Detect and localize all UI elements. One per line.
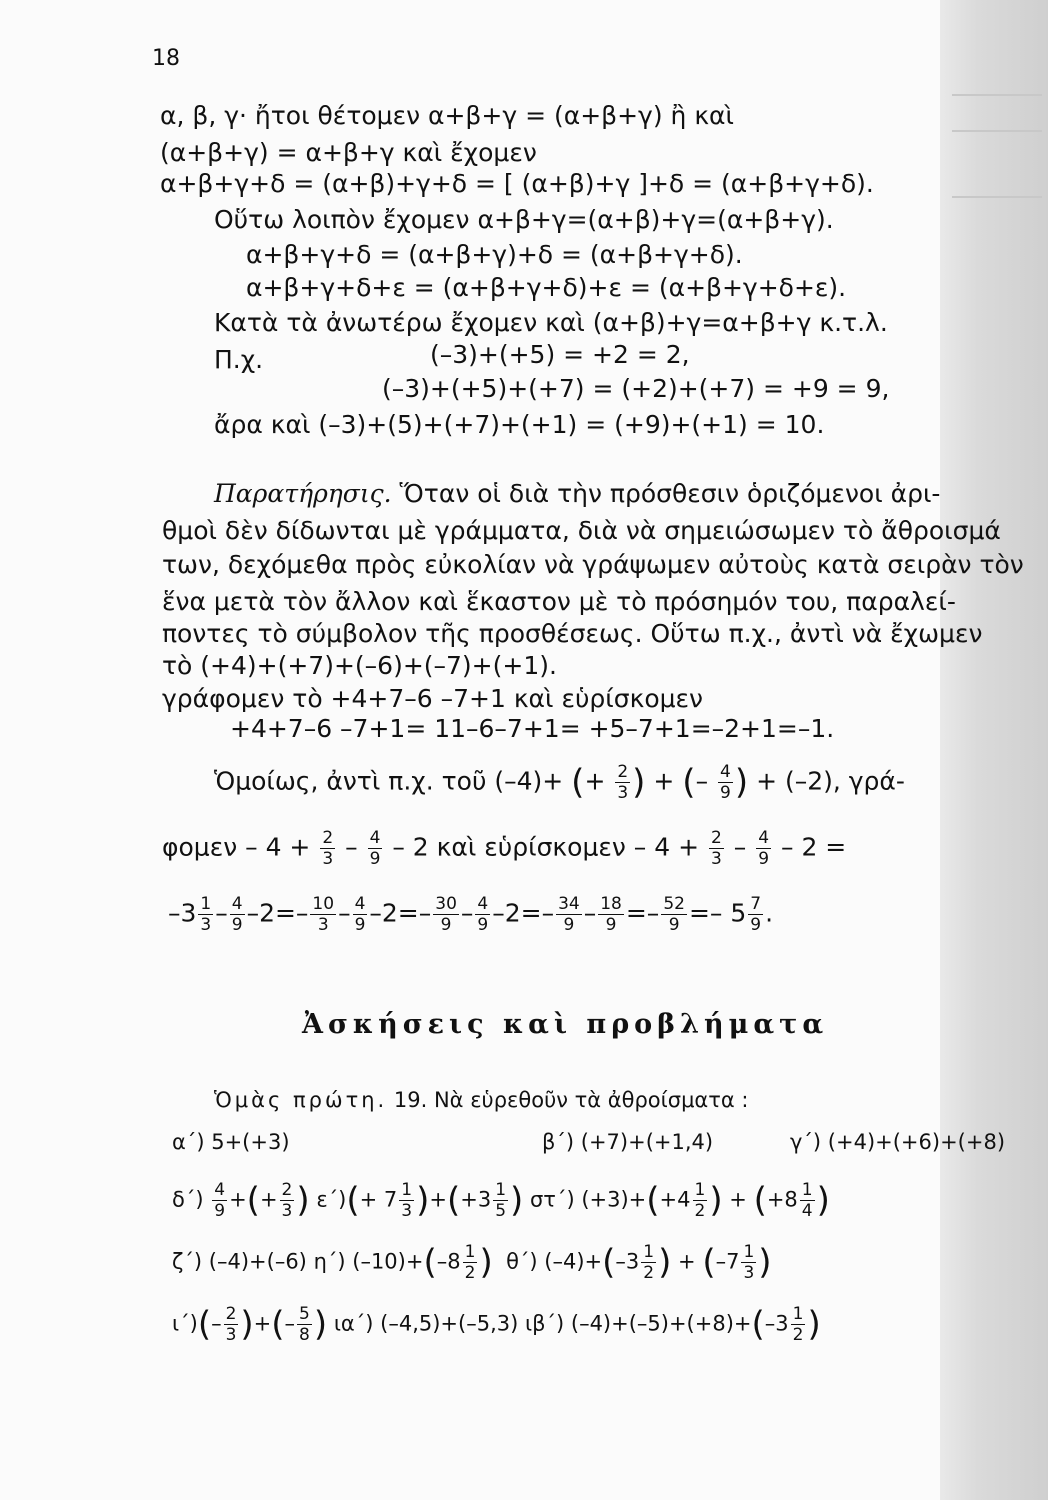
fraction: $\frac{1}{2}$	[464, 1242, 476, 1283]
similarly-tail: + (–2), γρά-	[756, 766, 905, 796]
text-line: Οὕτω λοιπὸν ἔχομεν α+β+γ=(α+β)+γ=(α+β+γ).	[214, 205, 834, 234]
text-line: των, δεχόμεθα πρὸς εὐκολίαν νὰ γράψωμεν αὐτοὺς κατὰ σειρὰν τὸν	[162, 550, 1024, 579]
exercise-item: ζ΄) (–4)+(–6)	[172, 1249, 307, 1274]
section-heading: Ἀσκήσεις καὶ προβλήματα	[302, 1009, 829, 1040]
text-segment: – 2 καὶ εὑρίσκομεν – 4 +	[392, 832, 700, 862]
text-line: α, β, γ· ἤτοι θέτομεν α+β+γ = (α+β+γ) ἢ καὶ	[160, 101, 734, 130]
exercise-item: ια΄) (–4,5)+(–5,3)	[333, 1311, 519, 1336]
fraction: $\frac{2}{3}$	[225, 1304, 237, 1345]
formula-line: (–3)+(+5)+(+7) = (+2)+(+7) = +9 = 9,	[382, 374, 890, 403]
remark-label: Παρατήρησις.	[214, 479, 392, 508]
exercise-item: γ΄) (+4)+(+6)+(+8)	[790, 1130, 1006, 1154]
similarly-text: Ὁμοίως, ἀντὶ π.χ. τοῦ (–4)+	[214, 766, 564, 796]
fraction: $\frac{30}{9}$	[435, 894, 457, 935]
plus-sign: +	[653, 766, 675, 796]
paren-open: (	[571, 762, 585, 803]
text-segment: – 2 =	[781, 832, 847, 862]
fraction: $\frac{4}{9}$	[720, 762, 731, 803]
bleed-through-line	[952, 196, 1042, 198]
fraction: $\frac{1}{3}$	[401, 1180, 413, 1221]
exercise-row-i: ι΄)(– $\frac{2}{3}$ )+(– $\frac{5}{8}$ ) ια΄) (–4,5)+(–5,3) ιβ΄) (–4)+(–5)+(+8)+(–3 $\frac{1}{2}$ )	[172, 1304, 821, 1345]
text-line: τὸ (+4)+(+7)+(–6)+(–7)+(+1).	[162, 651, 557, 680]
text-segment: – 5	[709, 898, 747, 928]
exercise-item: θ΄) (–4)+	[506, 1249, 603, 1274]
fraction: $\frac{1}{4}$	[801, 1180, 813, 1221]
fraction: $\frac{4}{9}$	[369, 828, 381, 869]
fraction: $\frac{34}{9}$	[558, 894, 580, 935]
fraction: $\frac{2}{3}$	[617, 762, 629, 803]
formula-line: (–3)+(+5) = +2 = 2,	[430, 340, 690, 369]
exercise-label: δ΄)	[172, 1187, 204, 1212]
exercise-item: ιβ΄) (–4)+(–5)+(+8)+	[525, 1311, 752, 1336]
exercise-label: στ΄)	[530, 1187, 575, 1212]
fraction: $\frac{4}{9}$	[477, 894, 489, 935]
formula-line: α+β+γ+δ = (α+β+γ)+δ = (α+β+γ+δ).	[246, 240, 743, 269]
text-segment: φομεν – 4 +	[162, 832, 311, 862]
fraction: $\frac{1}{2}$	[694, 1180, 706, 1221]
fraction: $\frac{5}{8}$	[299, 1304, 310, 1345]
fraction: $\frac{10}{3}$	[312, 894, 335, 935]
remark-text: Ὅταν οἱ διὰ τὴν πρόσθεσιν ὁριζόμενοι ἀρι-	[399, 479, 941, 508]
exercise-row-z: ζ΄) (–4)+(–6) η΄) (–10)+(–8 $\frac{1}{2}$ ) θ΄) (–4)+(–3 $\frac{1}{2}$ ) + (–7 $\frac{1}{3}$ )	[172, 1242, 772, 1283]
formula-line: α+β+γ+δ+ε = (α+β+γ+δ)+ε = (α+β+γ+δ+ε).	[246, 273, 847, 302]
fraction: $\frac{1}{3}$	[200, 894, 212, 935]
group-label: Ὁμὰς πρώτη.	[214, 1088, 388, 1112]
fraction: $\frac{18}{9}$	[600, 894, 622, 935]
exercise-row-d: δ΄) $\frac{4}{9}$ +(+ $\frac{2}{3}$ ) ε΄)(+ 7 $\frac{1}{3}$ )+(+3 $\frac{1}{5}$ ) στ΄) (+3)+(+4 $\frac{1}{2}$ ) + (+8 $\frac{1}{4}$ )	[172, 1180, 830, 1221]
bleed-through-line	[952, 94, 1042, 96]
exercise-item: α΄) 5+(+3)	[172, 1130, 290, 1154]
exercise-item: β΄) (+7)+(+1,4)	[542, 1130, 714, 1154]
fraction: $\frac{4}{9}$	[214, 1180, 226, 1221]
text-line: θμοὶ δὲν δίδωνται μὲ γράμματα, διὰ νὰ σημειώσωμεν τὸ ἄθροισμά	[162, 516, 1001, 545]
fraction: $\frac{1}{2}$	[643, 1242, 655, 1283]
remark-first-line	[214, 479, 940, 509]
fraction: $\frac{4}{9}$	[758, 828, 770, 869]
fraction: $\frac{1}{5}$	[495, 1180, 507, 1221]
fraction: $\frac{2}{3}$	[281, 1180, 293, 1221]
formula-line: ἄρα καὶ (–3)+(5)+(+7)+(+1) = (+9)+(+1) = 10.	[214, 410, 825, 439]
text-line: ἕνα μετὰ τὸν ἄλλον καὶ ἕκαστον μὲ τὸ πρόσημόν του, παραλεί-	[162, 587, 956, 616]
bleed-through-line	[952, 130, 1042, 132]
fraction: $\frac{52}{9}$	[663, 894, 685, 935]
fraction: $\frac{4}{9}$	[231, 894, 243, 935]
exercise-group-line	[214, 1085, 749, 1115]
fraction: $\frac{4}{9}$	[354, 894, 366, 935]
fraction: $\frac{1}{3}$	[743, 1242, 755, 1283]
formula-line: +4+7–6 –7+1= 11–6–7+1= +5–7+1=–2+1=–1.	[230, 714, 835, 743]
formula-line: φομεν – 4 + $\frac{2}{3}$ – $\frac{4}{9}$ – 2 καὶ εὑρίσκομεν – 4 + $\frac{2}{3}$ – $\frac{4}{9}$ – 2 =	[162, 828, 847, 869]
fraction: $\frac{2}{3}$	[710, 828, 722, 869]
page-binding-shadow	[940, 0, 1048, 1500]
exercise-item: η΄) (–10)+	[313, 1249, 424, 1274]
formula-line: –3 $\frac{1}{3}$ – $\frac{4}{9}$ –2=– $\frac{10}{3}$ – $\frac{4}{9}$ –2=– $\frac{30}{9}$ – $\frac{4}{9}$ –2=– $\frac{34}{9}$ – $\frac{18}{9}$ =– $\frac{52}{9}$ =– 5 $\frac{7}{9}$ .	[168, 894, 774, 935]
text-line: (α+β+γ) = α+β+γ καὶ ἔχομεν	[160, 138, 537, 167]
fraction: $\frac{1}{2}$	[792, 1304, 804, 1345]
fraction: $\frac{2}{3}$	[322, 828, 334, 869]
text-line: ποντες τὸ σύμβολον τῆς προσθέσεως. Οὕτω π.χ., ἀντὶ νὰ ἔχωμεν	[162, 619, 983, 648]
paren-close: )	[734, 762, 749, 803]
text-segment: –3	[168, 898, 197, 928]
exercise-label: ι΄)	[172, 1311, 198, 1336]
group-text: 19. Νὰ εὑρεθοῦν τὰ ἀθροίσματα :	[393, 1088, 749, 1112]
text-line: γράφομεν τὸ +4+7–6 –7+1 καὶ εὑρίσκομεν	[162, 684, 704, 713]
exercise-label: ε΄)	[316, 1187, 347, 1212]
formula-line: α+β+γ+δ = (α+β)+γ+δ = [ (α+β)+γ ]+δ = (α+β+γ+δ).	[160, 169, 874, 198]
page-number: 18	[152, 46, 180, 71]
paren-close: )	[632, 762, 646, 803]
text-line: Κατὰ τὰ ἀνωτέρω ἔχομεν καὶ (α+β)+γ=α+β+γ κ.τ.λ.	[214, 308, 888, 337]
fraction: $\frac{7}{9}$	[750, 894, 762, 935]
example-label: Π.χ.	[214, 345, 264, 374]
paren-open: (	[682, 762, 696, 803]
similarly-line: Ὁμοίως, ἀντὶ π.χ. τοῦ (–4)+ (+ $\frac{2}{3}$ ) + (– $\frac{4}{9}$ ) + (–2), γρά-	[214, 762, 905, 803]
